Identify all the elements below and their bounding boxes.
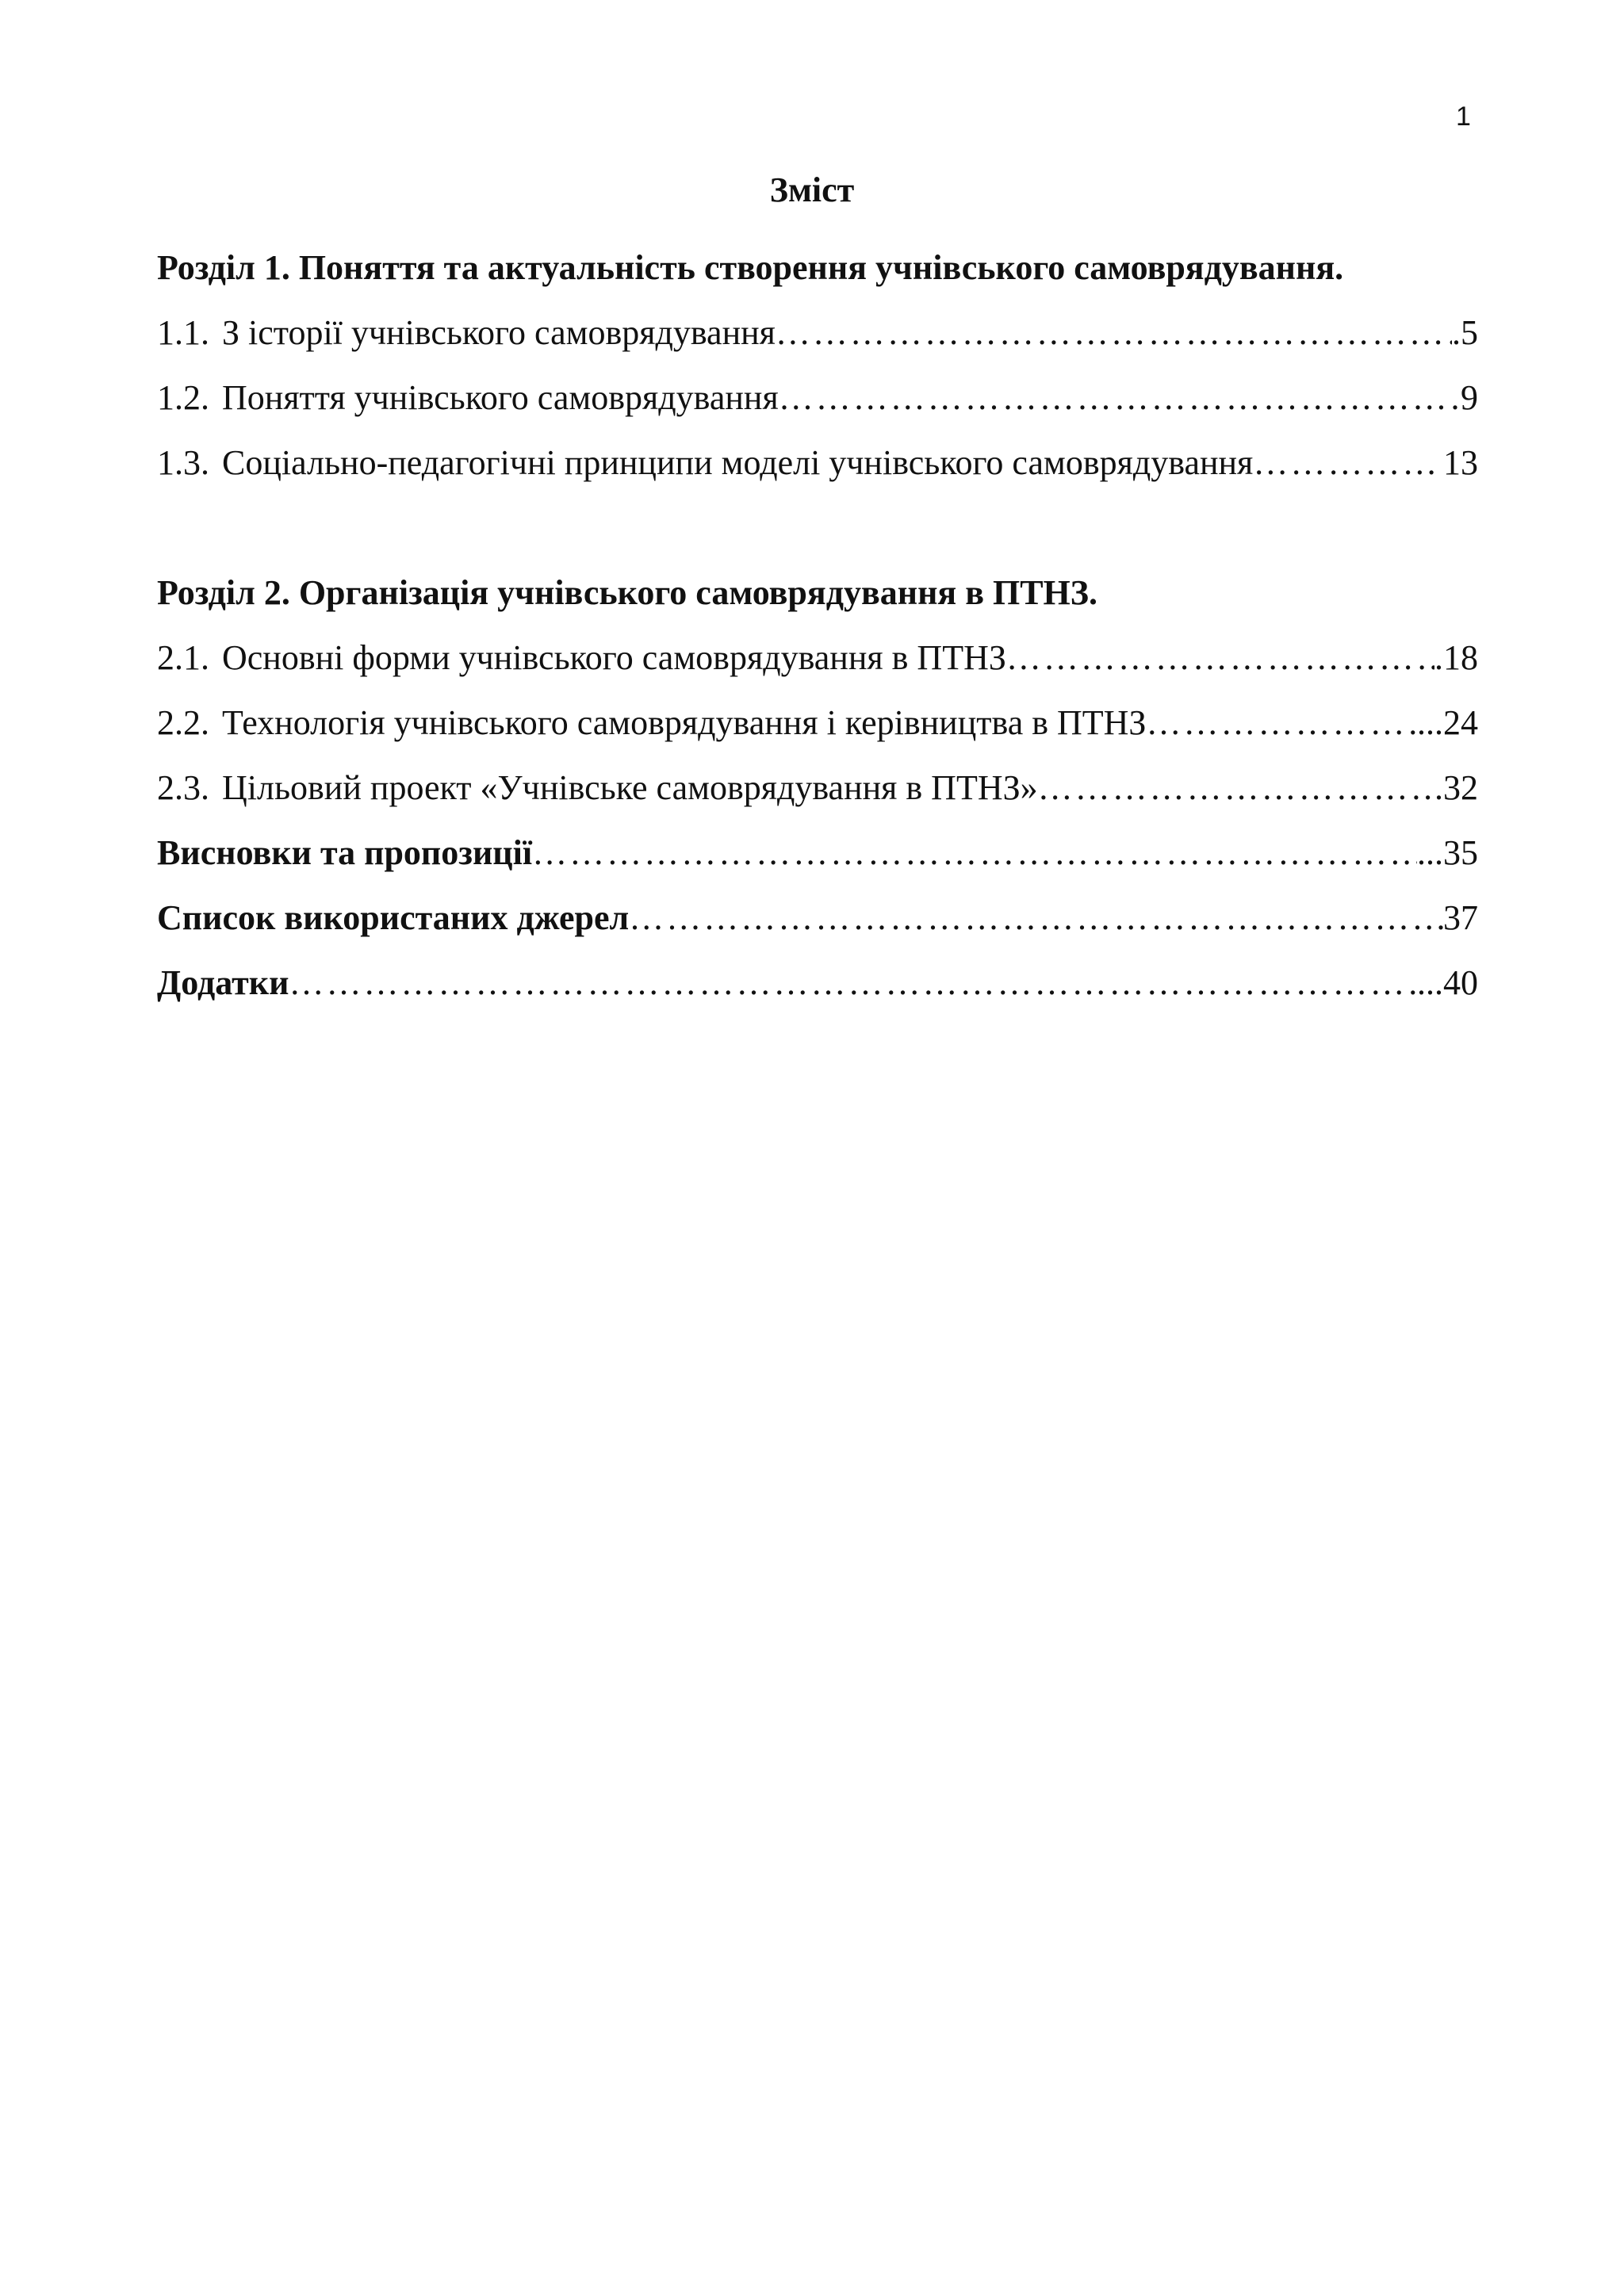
dot-leader [629,896,1443,940]
entry-number: 1.2. [157,378,209,417]
entry-number: 2.1. [157,638,209,677]
dot-leader [776,311,1452,355]
toc-entry-2-1[interactable] [157,636,1478,680]
entry-page: .18 [1434,638,1478,677]
section-1-heading: Розділ 1. Поняття та актуальність створення учнівського самоврядування. [157,248,1344,287]
entry-number: 2.2. [157,703,209,742]
entry-title: Додатки [157,963,289,1002]
entry-page: 37 [1443,898,1478,937]
dot-leader [1006,636,1434,680]
entry-page: ...35 [1417,833,1478,872]
toc-entry-references[interactable] [157,896,1478,940]
page-number: 1 [1456,101,1471,132]
entry-title: Цільовий проект «Учнівське самоврядування в ПТНЗ» [222,768,1038,807]
entry-title: Поняття учнівського самоврядування [222,378,779,417]
entry-title: Основні форми учнівського самоврядування в ПТНЗ [222,638,1006,677]
entry-page: .5 [1452,313,1478,352]
section-2-heading: Розділ 2. Організація учнівського самоврядування в ПТНЗ. [157,573,1098,612]
dot-leader [532,831,1417,875]
entry-number: 2.3. [157,768,209,807]
entry-title: Список використаних джерел [157,898,630,937]
entry-page: .32 [1434,768,1478,807]
dot-leader [1253,441,1443,485]
toc-title: Зміст [769,170,855,209]
toc-entry-2-3[interactable] [157,766,1478,810]
entry-title: Технологія учнівського самоврядування і керівництва в ПТНЗ [222,703,1147,742]
dot-leader [779,376,1461,420]
entry-number: 1.3. [157,443,209,482]
dot-leader [289,961,1417,1005]
toc-entry-appendices[interactable] [157,961,1478,1005]
entry-page: ...40 [1417,963,1478,1002]
entry-page: 9 [1461,378,1478,417]
entry-title: Соціально-педагогічні принципи моделі учнівського самоврядування [222,443,1254,482]
dot-leader [1146,701,1417,745]
toc-entry-1-1[interactable] [157,311,1478,355]
entry-page: ...24 [1417,703,1478,742]
entry-number: 1.1. [157,313,209,352]
entry-page: 13 [1443,443,1478,482]
toc-entry-2-2[interactable] [157,701,1478,745]
dot-leader [1038,766,1434,810]
toc-entry-1-3[interactable] [157,441,1478,485]
entry-title: Висновки та пропозиції [157,833,533,872]
toc-entry-conclusions[interactable] [157,831,1478,875]
entry-title: З історії учнівського самоврядування [222,313,776,352]
toc-entry-1-2[interactable] [157,376,1478,420]
